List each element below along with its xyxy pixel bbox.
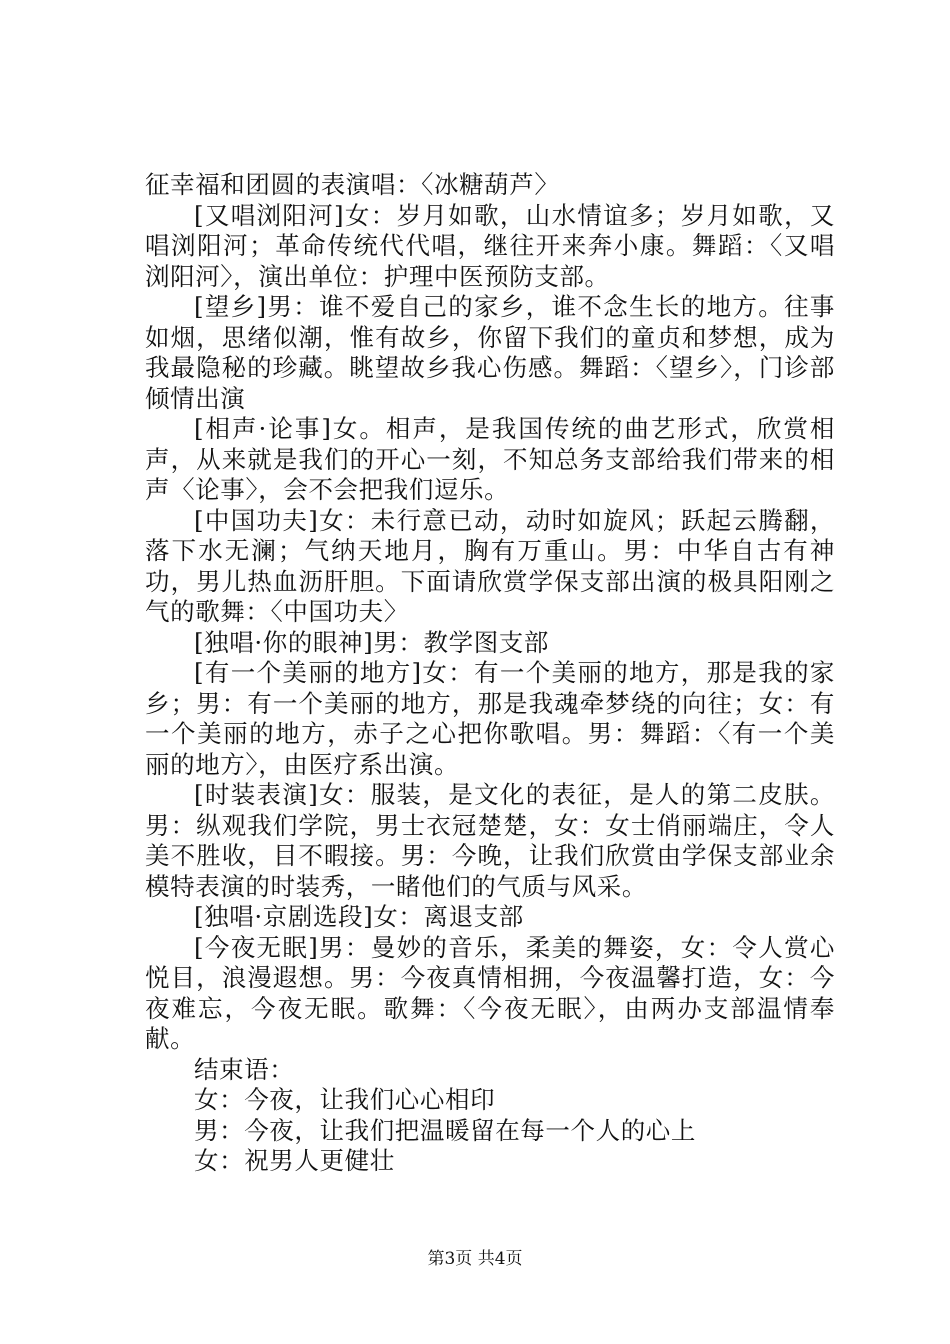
paragraph: [望乡]男：谁不爱自己的家乡，谁不念生长的地方。往事如烟，思绪似潮，惟有故乡，你留下我们的童贞和梦想，成为我最隐秘的珍藏。眺望故乡我心伤感。舞蹈：〈望乡〉，门诊部倾情出演 bbox=[145, 292, 835, 413]
paragraph: [独唱·京剧选段]女：离退支部 bbox=[194, 902, 524, 931]
paragraph: [有一个美丽的地方]女：有一个美丽的地方，那是我的家乡；男：有一个美丽的地方，那是我魂牵梦绕的向往；女：有一个美丽的地方，赤子之心把你歌唱。男：舞蹈：〈有一个美丽的地方〉，由医疗系出演。 bbox=[145, 658, 835, 779]
document-body bbox=[145, 170, 835, 1177]
paragraph: 男：今夜，让我们把温暖留在每一个人的心上 bbox=[194, 1115, 696, 1145]
paragraph: [相声·论事]女。相声，是我国传统的曲艺形式，欣赏相声，从来就是我们的开心一刻，不知总务支部给我们带来的相声〈论事〉，会不会把我们逗乐。 bbox=[145, 414, 835, 504]
page-number-footer: 第3页 共4页 bbox=[427, 1249, 523, 1269]
paragraph: 女：今夜，让我们心心相印 bbox=[194, 1085, 496, 1114]
paragraph: [又唱浏阳河]女：岁月如歌，山水情谊多；岁月如歌，又唱浏阳河；革命传统代代唱，继往开来奔小康。舞蹈：〈又唱浏阳河〉，演出单位：护理中医预防支部。 bbox=[145, 200, 835, 291]
paragraph: 征幸福和团圆的表演唱：〈冰糖葫芦〉 bbox=[145, 170, 560, 199]
paragraph: 结束语： bbox=[194, 1054, 295, 1084]
paragraph: [时装表演]女：服装，是文化的表征，是人的第二皮肤。男：纵观我们学院，男士衣冠楚楚，女：女士俏丽端庄，令人美不胜收，目不暇接。男：今晚，让我们欣赏由学保支部业余模特表演的时装秀，一睹他们的气质与风采。 bbox=[145, 780, 835, 901]
paragraph: [独唱·你的眼神]男：教学图支部 bbox=[194, 627, 550, 657]
paragraph: 女：祝男人更健壮 bbox=[194, 1146, 395, 1175]
paragraph: [中国功夫]女：未行意已动，动时如旋风；跃起云腾翻，落下水无澜；气纳天地月，胸有万重山。男：中华自古有神功，男儿热血沥肝胆。下面请欣赏学保支部出演的极具阳刚之气的歌舞：〈中国功夫〉 bbox=[145, 505, 835, 626]
paragraph: [今夜无眠]男：曼妙的音乐，柔美的舞姿，女：令人赏心悦目，浪漫遐想。男：今夜真情相拥，今夜温馨打造，女：今夜难忘，今夜无眠。歌舞：〈今夜无眠〉，由两办支部温情奉献。 bbox=[145, 932, 835, 1053]
